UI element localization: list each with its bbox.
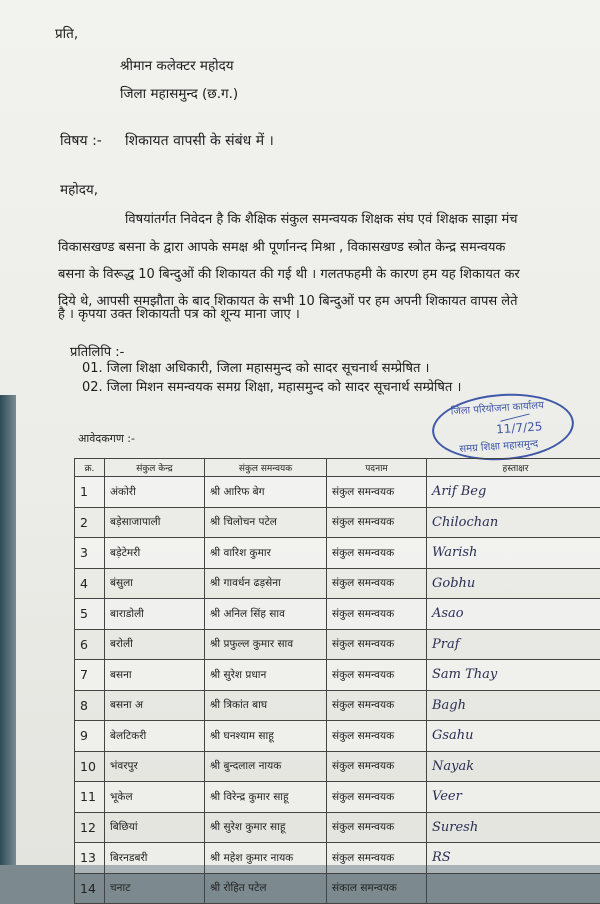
prati-label: प्रति, bbox=[55, 26, 78, 42]
row-signature: Suresh bbox=[427, 812, 600, 843]
row-sn: 3 bbox=[75, 538, 105, 569]
row-center: भूकेल bbox=[105, 782, 205, 813]
row-coordinator: श्री गावर्धन ढड़सेना bbox=[205, 568, 327, 599]
row-sn: 10 bbox=[75, 751, 105, 782]
row-sn: 4 bbox=[75, 568, 105, 599]
row-center: बड़ेटेमरी bbox=[105, 538, 205, 569]
row-coordinator: श्री सुरेश प्रधान bbox=[205, 660, 327, 691]
row-sn: 9 bbox=[75, 721, 105, 752]
row-signature: Nayak bbox=[427, 751, 600, 782]
row-sn: 8 bbox=[75, 690, 105, 721]
row-signature: Gsahu bbox=[427, 721, 600, 752]
body-line-4: दिये थे, आपसी समझौता के बाद शिकायत के सभी 10 बिन्दुओं पर हम अपनी शिकायत वापस लेते bbox=[58, 291, 578, 309]
row-coordinator: श्री त्रिकांत बाघ bbox=[205, 690, 327, 721]
subject-text: शिकायत वापसी के संबंध में । bbox=[125, 133, 274, 150]
table-row bbox=[75, 629, 600, 660]
row-signature: Chilochan bbox=[427, 507, 600, 538]
copy-to-item-1: 01. जिला शिक्षा अधिकारी, जिला महासमुन्द को सादर सूचनार्थ सम्प्रेषित । bbox=[82, 361, 429, 377]
table-row bbox=[75, 690, 600, 721]
addressee-line-2: जिला महासमुन्द (छ.ग.) bbox=[120, 86, 238, 102]
body-line-3: बसना के विरूद्ध 10 बिन्दुओं की शिकायत की गई थी । गलतफहमी के कारण हम यह शिकायत कर bbox=[58, 264, 578, 282]
header-post: पदनाम bbox=[327, 459, 427, 477]
row-sn: 2 bbox=[75, 507, 105, 538]
row-post: संकुल समन्वयक bbox=[327, 751, 427, 782]
row-sn: 6 bbox=[75, 629, 105, 660]
row-coordinator: श्री प्रफुल्ल कुमार साव bbox=[205, 629, 327, 660]
body-line-5: है । कृपया उक्त शिकायती पत्र को शून्य माना जाए । bbox=[58, 304, 578, 322]
body-line-1: विषयांतर्गत निवेदन है कि शैक्षिक संकुल समन्वयक शिक्षक संघ एवं शिक्षक साझा मंच bbox=[125, 209, 580, 227]
table-row bbox=[75, 812, 600, 843]
row-sn: 5 bbox=[75, 599, 105, 630]
row-post: संकुल समन्वयक bbox=[327, 538, 427, 569]
row-coordinator: श्री बुन्दलाल नायक bbox=[205, 751, 327, 782]
row-coordinator: श्री महेश कुमार नायक bbox=[205, 843, 327, 874]
header-coordinator: संकुल समन्वयक bbox=[205, 459, 327, 477]
row-sn: 11 bbox=[75, 782, 105, 813]
background-edge bbox=[0, 395, 16, 865]
copy-to-item-2: 02. जिला मिशन समन्वयक समग्र शिक्षा, महासमुन्द को सादर सूचनार्थ सम्प्रेषित । bbox=[82, 380, 461, 396]
row-sn: 1 bbox=[75, 477, 105, 508]
row-coordinator: श्री चिलोचन पटेल bbox=[205, 507, 327, 538]
row-signature: Veer bbox=[427, 782, 600, 813]
copy-to-label: प्रतिलिपि :- bbox=[70, 345, 124, 361]
office-stamp bbox=[430, 389, 576, 465]
header-center: संकुल केन्द्र bbox=[105, 459, 205, 477]
table-row bbox=[75, 721, 600, 752]
table-row bbox=[75, 843, 600, 874]
row-sn: 12 bbox=[75, 812, 105, 843]
row-coordinator: श्री वारिश कुमार bbox=[205, 538, 327, 569]
row-signature: Sam Thay bbox=[427, 660, 600, 691]
row-signature: Praf bbox=[427, 629, 600, 660]
subject-label: विषय :- bbox=[60, 133, 102, 150]
stamp-bottom-text: समग्र शिक्षा महासमुन्द bbox=[459, 436, 539, 455]
header-signature: हस्ताक्षर bbox=[427, 459, 600, 477]
row-center: अंकोरी bbox=[105, 477, 205, 508]
row-coordinator: श्री विरेन्द्र कुमार साहू bbox=[205, 782, 327, 813]
row-post: संकुल समन्वयक bbox=[327, 660, 427, 691]
row-signature: RS bbox=[427, 843, 600, 874]
row-center: बड़ेसाजापाली bbox=[105, 507, 205, 538]
row-post: संकुल समन्वयक bbox=[327, 477, 427, 508]
table-row bbox=[75, 873, 600, 904]
row-post: संकुल समन्वयक bbox=[327, 782, 427, 813]
body-line-2: विकासखण्ड बसना के द्वारा आपके समक्ष श्री पूर्णानन्द मिश्रा , विकासखण्ड स्त्रोत केन्द्र समन्वयक bbox=[58, 237, 578, 255]
row-coordinator: श्री अनिल सिंह साव bbox=[205, 599, 327, 630]
row-center: बसना bbox=[105, 660, 205, 691]
row-post: संकुल समन्वयक bbox=[327, 629, 427, 660]
row-center: बरोली bbox=[105, 629, 205, 660]
stamp-top-text: जिला परियोजना कार्यालय bbox=[450, 397, 544, 417]
row-center: बिछियां bbox=[105, 812, 205, 843]
row-post: संकुल समन्वयक bbox=[327, 568, 427, 599]
table-row bbox=[75, 660, 600, 691]
row-coordinator: श्री सुरेश कुमार साहू bbox=[205, 812, 327, 843]
row-sn: 14 bbox=[75, 873, 105, 904]
row-post: संकुल समन्वयक bbox=[327, 690, 427, 721]
row-coordinator: श्री आरिफ बेग bbox=[205, 477, 327, 508]
row-center: बिरनडबरी bbox=[105, 843, 205, 874]
table-header-row bbox=[75, 459, 600, 477]
table-row bbox=[75, 782, 600, 813]
row-signature: Warish bbox=[427, 538, 600, 569]
table-row bbox=[75, 751, 600, 782]
applicants-table bbox=[74, 458, 600, 904]
table-row bbox=[75, 568, 600, 599]
row-center: बाराडोली bbox=[105, 599, 205, 630]
row-sn: 7 bbox=[75, 660, 105, 691]
row-post: संकुल समन्वयक bbox=[327, 599, 427, 630]
row-signature: Bagh bbox=[427, 690, 600, 721]
row-center: चनाट bbox=[105, 873, 205, 904]
salutation: महोदय, bbox=[60, 182, 98, 198]
row-post: संकाल समन्वयक bbox=[327, 873, 427, 904]
row-center: भंवरपुर bbox=[105, 751, 205, 782]
row-coordinator: श्री घनश्याम साहू bbox=[205, 721, 327, 752]
applicants-label: आवेदकगण :- bbox=[78, 432, 135, 445]
row-signature bbox=[427, 873, 600, 904]
row-signature: Gobhu bbox=[427, 568, 600, 599]
row-post: संकुल समन्वयक bbox=[327, 812, 427, 843]
addressee-line-1: श्रीमान कलेक्टर महोदय bbox=[120, 58, 234, 74]
row-coordinator: श्री रोहित पटेल bbox=[205, 873, 327, 904]
table-row bbox=[75, 507, 600, 538]
header-sn: क्र. bbox=[75, 459, 105, 477]
row-signature: Arif Beg bbox=[427, 477, 600, 508]
row-signature: Asao bbox=[427, 599, 600, 630]
row-post: संकुल समन्वयक bbox=[327, 843, 427, 874]
row-post: संकुल समन्वयक bbox=[327, 721, 427, 752]
row-sn: 13 bbox=[75, 843, 105, 874]
row-center: बेलटिकरी bbox=[105, 721, 205, 752]
table-row bbox=[75, 538, 600, 569]
table-row bbox=[75, 477, 600, 508]
row-post: संकुल समन्वयक bbox=[327, 507, 427, 538]
table-row bbox=[75, 599, 600, 630]
row-center: बंसुला bbox=[105, 568, 205, 599]
row-center: बसना अ bbox=[105, 690, 205, 721]
stamp-date: 11/7/25 bbox=[496, 419, 543, 436]
